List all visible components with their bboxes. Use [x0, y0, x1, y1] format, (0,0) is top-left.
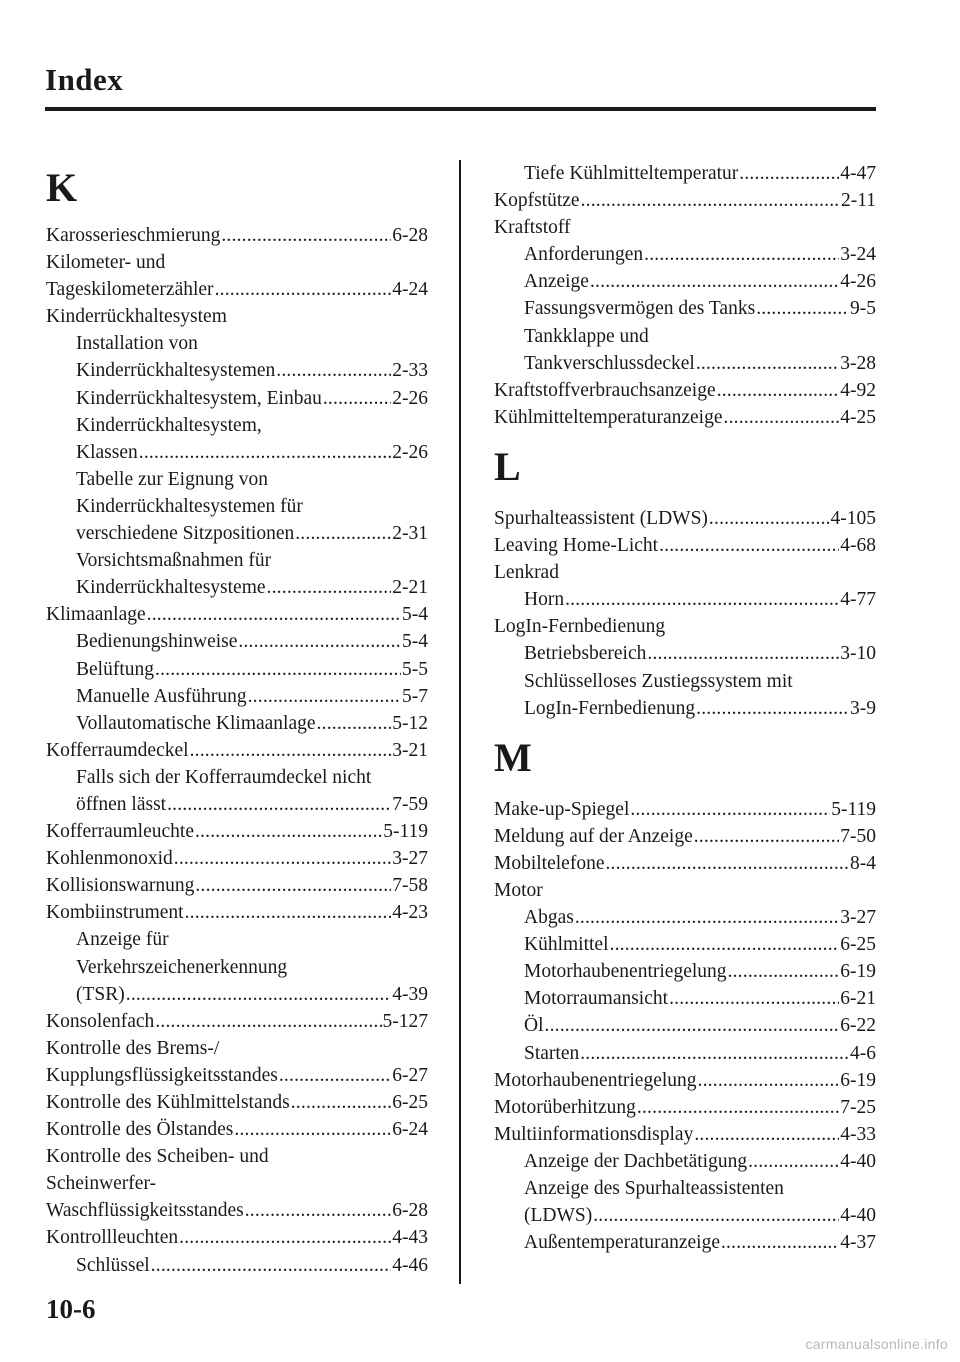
page-reference: 6-27 [392, 1064, 428, 1086]
index-entry [46, 845, 428, 872]
entry-text: Kinderrückhaltesystemen für [76, 495, 303, 517]
dot-leader [644, 241, 839, 268]
entry-text: Tageskilometerzähler [46, 279, 214, 301]
entry-text: LogIn-Fernbedienung [494, 616, 666, 638]
entry-text: Verkehrszeichenerkennung [76, 956, 288, 978]
page-reference: 4-40 [840, 1205, 876, 1227]
dot-leader [721, 1229, 839, 1256]
index-entry [494, 505, 876, 532]
dot-leader [151, 1252, 392, 1279]
index-subentry [494, 985, 876, 1012]
entry-text: Betriebsbereich [524, 643, 647, 665]
index-subentry [494, 1175, 876, 1229]
index-subentry [494, 1040, 876, 1067]
page-reference: 5-4 [402, 631, 428, 653]
index-subentry [46, 385, 428, 412]
dot-leader [717, 377, 840, 404]
index-subentry [494, 160, 876, 187]
index-entry [494, 1094, 876, 1121]
index-entry [46, 872, 428, 899]
index-entry [494, 796, 876, 823]
entry-text: Anzeige [524, 271, 589, 293]
entry-text: Kontrolle des Kühlmittelstands [46, 1092, 290, 1113]
entry-text: Anzeige des Spurhalteassistenten [524, 1178, 784, 1199]
dot-leader [696, 695, 849, 722]
index-entry [46, 899, 428, 926]
dot-leader [276, 357, 391, 384]
dot-leader [195, 872, 391, 899]
dot-leader [155, 1008, 381, 1035]
entry-text: Mobiltelefone [494, 852, 605, 874]
index-subentry [494, 1148, 876, 1175]
entry-text: Belüftung [76, 658, 154, 680]
index-entry [494, 613, 876, 640]
entry-text: Lenkrad [494, 562, 559, 584]
dot-leader [709, 505, 830, 532]
index-entry [494, 1067, 876, 1094]
dot-leader [659, 532, 839, 559]
dot-leader [724, 404, 840, 431]
page-reference: 8-4 [850, 852, 876, 874]
dot-leader [739, 160, 839, 187]
page-reference: 4-37 [840, 1232, 876, 1254]
dot-leader [267, 574, 392, 601]
index-subentry [494, 241, 876, 268]
dot-leader [728, 958, 840, 985]
page-reference: 5-119 [831, 798, 876, 820]
page-reference: 5-7 [402, 685, 428, 707]
index-entry [494, 1121, 876, 1148]
page-reference: 4-43 [392, 1227, 428, 1249]
dot-leader [323, 385, 391, 412]
page-reference: 2-26 [392, 387, 428, 409]
index-subentry [494, 1012, 876, 1039]
page-reference: 7-50 [840, 825, 876, 847]
page-reference: 6-28 [392, 1200, 428, 1222]
page-reference: 6-25 [392, 1092, 428, 1113]
entry-text: Kinderrückhaltesystemen [76, 360, 276, 382]
page-reference: 2-21 [392, 577, 428, 599]
index-entry [46, 222, 428, 249]
index-entry [46, 818, 428, 845]
index-subentry [46, 683, 428, 710]
entry-text: Scheinwerfer- [46, 1173, 157, 1195]
dot-leader [647, 640, 839, 667]
entry-text: Multiinformationsdisplay [494, 1123, 694, 1145]
index-subentry [46, 547, 428, 601]
index-subentry [494, 931, 876, 958]
entry-text: Kinderrückhaltesystem, Einbau [76, 387, 322, 409]
index-entry [46, 1224, 428, 1251]
index-entry [494, 187, 876, 214]
page-reference: 6-25 [840, 934, 876, 956]
entry-text: Kinderrückhaltesystem [46, 306, 227, 328]
index-subentry [494, 1229, 876, 1256]
entry-text: Außentemperaturanzeige [524, 1232, 720, 1254]
index-entry [46, 1008, 428, 1035]
entry-text: Horn [524, 589, 565, 611]
page-reference: 4-92 [840, 379, 876, 401]
entry-text: Manuelle Ausführung [76, 685, 247, 707]
index-entry [46, 737, 428, 764]
page-reference: 3-9 [850, 697, 876, 719]
entry-text: Anforderungen [524, 244, 644, 266]
entry-text: Anzeige für [76, 929, 169, 951]
dot-leader [248, 683, 401, 710]
entry-text: Schlüsselloses Zustiegssystem mit [524, 670, 793, 692]
entry-text: Starten [524, 1042, 580, 1064]
page-reference: 6-22 [840, 1015, 876, 1037]
entry-text: Kühlmitteltemperaturanzeige [494, 406, 723, 428]
entry-text: Kraftstoffverbrauchsanzeige [494, 379, 716, 401]
dot-leader [590, 268, 839, 295]
page-reference: 7-59 [392, 793, 428, 815]
index-entry [494, 877, 876, 904]
index-subentry [46, 466, 428, 547]
entry-text: (TSR) [76, 983, 125, 1005]
dot-leader [694, 823, 840, 850]
dot-leader [167, 791, 391, 818]
dot-leader [575, 904, 839, 931]
entry-text: Kombiinstrument [46, 902, 184, 924]
page-title: Index [45, 62, 124, 97]
entry-text: Anzeige der Dachbetätigung [524, 1150, 748, 1172]
entry-text: Fassungsvermögen des Tanks [524, 298, 756, 320]
page-reference: 4-39 [392, 983, 428, 1005]
index-subentry [494, 323, 876, 377]
page-reference: 4-25 [840, 406, 876, 428]
entry-text: Tankverschlussdeckel [524, 352, 695, 374]
entry-text: (LDWS) [524, 1205, 593, 1227]
page-reference: 2-26 [392, 441, 428, 463]
index-entry [46, 1143, 428, 1224]
entry-text: Leaving Home-Licht [494, 535, 659, 557]
dot-leader [221, 222, 391, 249]
dot-leader [748, 1148, 839, 1175]
index-entry [494, 532, 876, 559]
entry-text: Klimaanlage [46, 604, 146, 626]
dot-leader [756, 295, 849, 322]
entry-text: Kohlenmonoxid [46, 848, 173, 870]
entry-text: verschiedene Sitzpositionen [76, 523, 295, 545]
dot-leader [147, 601, 401, 628]
page-reference: 2-11 [840, 190, 876, 212]
index-entry [494, 214, 876, 241]
entry-text: Motorhaubenentriegelung [494, 1069, 697, 1091]
page-reference: 3-21 [392, 739, 428, 761]
entry-text: Tankklappe und [524, 325, 649, 347]
dot-leader [174, 845, 392, 872]
entry-text: Kupplungsflüssigkeitsstandes [46, 1064, 278, 1086]
entry-text: Kontrolle des Brems-/ [46, 1037, 220, 1059]
index-subentry [494, 586, 876, 613]
dot-leader [291, 1089, 392, 1116]
dot-leader [155, 656, 401, 683]
entry-text: Vollautomatische Klimaanlage [76, 712, 316, 734]
index-entry [46, 1035, 428, 1089]
page-reference: 5-127 [382, 1010, 428, 1032]
dot-leader [139, 439, 392, 466]
index-entry [494, 404, 876, 431]
column-divider [459, 160, 461, 1284]
page-reference: 2-33 [392, 360, 428, 382]
entry-text: Bedienungshinweise [76, 631, 238, 653]
dot-leader [279, 1062, 391, 1089]
page-reference: 3-27 [392, 848, 428, 870]
index-entry [494, 377, 876, 404]
index-subentry [46, 628, 428, 655]
dot-leader [195, 818, 382, 845]
index-column-left [46, 160, 428, 1279]
index-subentry [46, 330, 428, 384]
index-entry [46, 601, 428, 628]
entry-text: Kühlmittel [524, 934, 609, 956]
page-reference: 6-28 [392, 225, 428, 246]
page-reference: 4-46 [392, 1254, 428, 1276]
page-number: 10-6 [46, 1294, 96, 1324]
index-entry [46, 249, 428, 303]
dot-leader [295, 520, 391, 547]
index-entry [46, 1089, 428, 1116]
index-subentry [46, 656, 428, 683]
index-subentry [494, 268, 876, 295]
index-column-right [494, 160, 876, 1256]
entry-text: Öl [524, 1015, 544, 1037]
entry-text: Kontrolle des Scheiben- und [46, 1146, 269, 1168]
index-entry [46, 303, 428, 330]
index-subentry [46, 710, 428, 737]
dot-leader [610, 931, 840, 958]
page-reference: 4-24 [392, 279, 428, 301]
page-reference: 4-26 [840, 271, 876, 293]
index-subentry [46, 926, 428, 1007]
entry-text: Kontrollleuchten [46, 1227, 179, 1249]
entry-text: Spurhalteassistent (LDWS) [494, 507, 708, 529]
dot-leader [215, 276, 392, 303]
page-reference: 4-6 [850, 1042, 876, 1064]
page-reference: 4-23 [392, 902, 428, 924]
entry-text: Kilometer- und [46, 252, 166, 274]
entry-text: Kopfstütze [494, 190, 580, 212]
entry-text: Waschflüssigkeitsstandes [46, 1200, 244, 1222]
dot-leader [234, 1116, 391, 1143]
dot-leader [605, 850, 849, 877]
entry-text: Konsolenfach [46, 1010, 155, 1032]
entry-text: Klassen [76, 441, 138, 463]
page-reference: 3-10 [840, 643, 876, 665]
entry-text: Motorüberhitzung [494, 1096, 636, 1118]
page-reference: 3-27 [840, 907, 876, 929]
dot-leader [190, 737, 392, 764]
entry-text: Kinderrückhaltesysteme [76, 577, 266, 599]
header-rule [45, 107, 876, 111]
dot-leader [637, 1094, 839, 1121]
index-subentry [494, 295, 876, 322]
dot-leader [545, 1012, 840, 1039]
index-letter-heading: L [494, 443, 521, 489]
page-reference: 5-119 [383, 821, 428, 843]
entry-text: Kofferraumleuchte [46, 821, 194, 843]
watermark: carmanualsonline.info [805, 1336, 948, 1352]
entry-text: LogIn-Fernbedienung [524, 697, 696, 719]
page-reference: 7-25 [840, 1096, 876, 1118]
page-reference: 3-28 [840, 352, 876, 374]
entry-text: Make-up-Spiegel [494, 798, 630, 820]
index-entry [494, 850, 876, 877]
entry-text: Vorsichtsmaßnahmen für [76, 550, 272, 572]
page-reference: 4-33 [840, 1123, 876, 1145]
entry-text: Installation von [76, 333, 198, 355]
page-reference: 3-24 [840, 244, 876, 266]
page-reference: 4-68 [840, 535, 876, 557]
dot-leader [669, 985, 839, 1012]
dot-leader [696, 350, 839, 377]
entry-text: Kollisionswarnung [46, 875, 195, 897]
entry-text: Abgas [524, 907, 574, 929]
entry-text: Motorhaubenentriegelung [524, 961, 727, 983]
entry-text: Kofferraumdeckel [46, 739, 189, 761]
page-reference: 9-5 [850, 298, 876, 320]
page-reference: 7-58 [392, 875, 428, 897]
entry-text: Falls sich der Kofferraumdeckel nicht [76, 766, 372, 788]
index-entry [46, 1116, 428, 1143]
entry-text: Kraftstoff [494, 217, 571, 239]
dot-leader [185, 899, 392, 926]
page-reference: 5-4 [402, 604, 428, 626]
page-reference: 5-12 [392, 712, 428, 734]
index-subentry [494, 640, 876, 667]
page-reference: 6-19 [840, 961, 876, 983]
page-reference: 5-5 [402, 658, 428, 680]
dot-leader [581, 187, 840, 214]
page-reference: 4-40 [840, 1150, 876, 1172]
entry-text: Karosserieschmierung [46, 225, 221, 246]
dot-leader [565, 586, 839, 613]
dot-leader [126, 981, 392, 1008]
index-subentry [46, 412, 428, 466]
index-entry [494, 823, 876, 850]
index-subentry [46, 1252, 428, 1279]
page-reference: 6-19 [840, 1069, 876, 1091]
index-entry [494, 559, 876, 586]
page-reference: 4-47 [840, 163, 876, 184]
dot-leader [317, 710, 392, 737]
index-letter-heading: K [46, 165, 78, 210]
index-subentry [46, 764, 428, 818]
dot-leader [630, 796, 830, 823]
dot-leader [694, 1121, 839, 1148]
page-reference: 4-105 [830, 507, 876, 529]
dot-leader [179, 1224, 391, 1251]
entry-text: öffnen lässt [76, 793, 167, 815]
page-reference: 2-31 [392, 523, 428, 545]
page-reference: 6-21 [840, 988, 876, 1010]
dot-leader [580, 1040, 849, 1067]
entry-text: Kinderrückhaltesystem, [76, 414, 262, 436]
page-reference: 4-77 [840, 589, 876, 611]
entry-text: Schlüssel [76, 1254, 150, 1276]
entry-text: Meldung auf der Anzeige [494, 825, 693, 847]
entry-text: Motor [494, 879, 543, 901]
entry-text: Motorraumansicht [524, 988, 669, 1010]
index-letter-heading: M [494, 734, 532, 780]
index-subentry [494, 958, 876, 985]
entry-text: Kontrolle des Ölstandes [46, 1119, 234, 1141]
entry-text: Tabelle zur Eignung von [76, 468, 268, 490]
page-reference: 6-24 [392, 1119, 428, 1141]
entry-text: Tiefe Kühlmitteltemperatur [524, 163, 739, 184]
dot-leader [593, 1202, 839, 1229]
dot-leader [698, 1067, 840, 1094]
index-subentry [494, 904, 876, 931]
dot-leader [238, 628, 401, 655]
index-subentry [494, 668, 876, 722]
dot-leader [245, 1197, 392, 1224]
